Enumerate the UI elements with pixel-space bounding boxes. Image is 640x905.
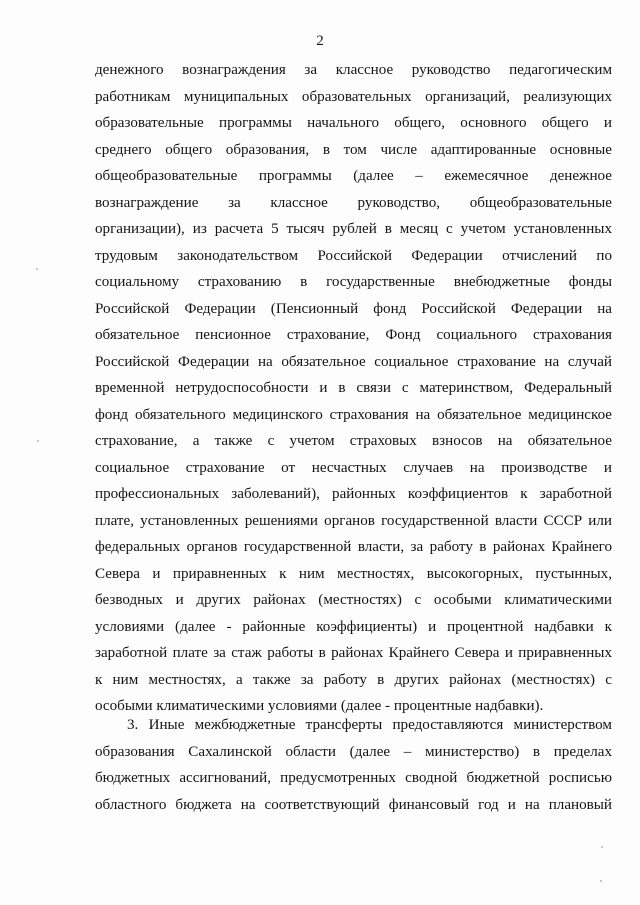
text-line: особыми климатическими условиями (далее - процентные надбавки). xyxy=(95,698,544,714)
text-line: образовательные программы начального общего, основного общего и xyxy=(95,115,612,131)
scan-speck xyxy=(36,268,38,270)
text-line: Российской Федерации (Пенсионный фонд Российской Федерации на xyxy=(95,300,612,317)
text-line: трудовым законодательством Российской Федерации отчислений по xyxy=(95,247,612,264)
text-line: организации), из расчета 5 тысяч рублей в месяц с учетом установленных xyxy=(95,221,612,237)
text-line: плате, установленных решениями органов государственной власти СССР или xyxy=(95,512,612,529)
text-line: обязательное пенсионное страхование, Фонд социального страхования xyxy=(95,327,612,343)
scan-speck xyxy=(600,880,602,882)
text-line: заработной плате за стаж работы в районах Крайнего Севера и приравненных xyxy=(95,645,612,661)
text-line: бюджетных ассигнований, предусмотренных сводной бюджетной росписью xyxy=(95,770,612,786)
text-line: социальное страхование от несчастных случаев на производстве и xyxy=(95,459,612,476)
text-line: среднего общего образования, в том числе адаптированные основные xyxy=(95,141,612,158)
text-line: условиями (далее - районные коэффициенты) и процентной надбавки к xyxy=(95,618,612,635)
text-line: к ним местностях, а также за работу в других районах (местностях) с xyxy=(95,671,612,688)
text-line: Севера и приравненных к ним местностях, высокогорных, пустынных, xyxy=(95,565,612,582)
scan-speck xyxy=(601,846,603,848)
paragraph-continuation xyxy=(95,57,612,720)
text-line: вознаграждение за классное руководство, общеобразовательные xyxy=(95,194,612,211)
scan-speck xyxy=(37,440,39,442)
text-line: страхование, а также с учетом страховых взносов на обязательное xyxy=(95,433,612,449)
text-line: временной нетрудоспособности и в связи с материнством, Федеральный xyxy=(95,380,612,396)
text-line: 3. Иные межбюджетные трансферты предоставляются министерством xyxy=(127,717,612,733)
text-line: Российской Федерации на обязательное социальное страхование на случай xyxy=(95,353,612,370)
text-line: федеральных органов государственной власти, за работу в районах Крайнего xyxy=(95,539,612,555)
page-number: 2 xyxy=(316,33,324,49)
text-line: денежного вознаграждения за классное руководство педагогическим xyxy=(95,62,612,78)
text-line: фонд обязательного медицинского страхования на обязательное медицинское xyxy=(95,406,612,423)
text-line: социальному страхованию в государственные внебюджетные фонды xyxy=(95,274,612,290)
text-line: безводных и других районах (местностях) с особыми климатическими xyxy=(95,592,612,608)
paragraph-3 xyxy=(95,712,612,818)
text-line: образования Сахалинской области (далее – министерство) в пределах xyxy=(95,743,612,760)
text-line: общеобразовательные программы (далее – ежемесячное денежное xyxy=(95,168,612,184)
text-line: областного бюджета на соответствующий финансовый год и на плановый xyxy=(95,796,612,813)
text-line: профессиональных заболеваний), районных коэффициентов к заработной xyxy=(95,486,612,502)
text-line: работникам муниципальных образовательных организаций, реализующих xyxy=(95,88,612,105)
